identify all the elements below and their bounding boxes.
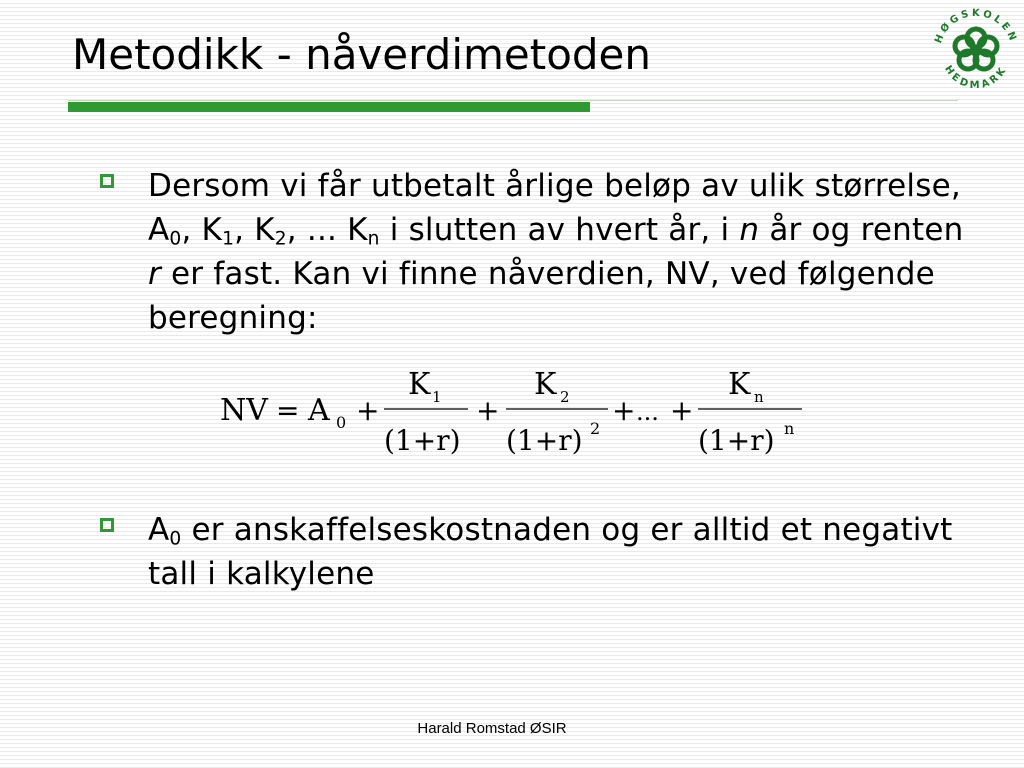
formula-a0: A	[308, 393, 330, 428]
term1-numerator: K	[408, 367, 431, 402]
logo-top-text: HØGSKOLEN	[933, 7, 1019, 45]
termn-exponent: n	[784, 419, 795, 438]
title-divider-thin	[68, 100, 958, 101]
footer-author: Harald Romstad ØSIR	[417, 720, 567, 737]
logo-bottom-text: HEDMARK	[942, 63, 1010, 92]
term2-numerator-sub: 2	[560, 388, 570, 406]
formula-a0-sub: 0	[336, 413, 347, 432]
npv-formula	[218, 364, 818, 464]
termn-numerator: K	[728, 367, 751, 402]
bullet-text-1: Dersom vi får utbetalt årlige beløp av ulik størrelse, $A_0$, $K_1$, $K_2$, ... $K_n$ i slutten av hvert år, i n år og renten r er fast. Kan vi finne nåverdien, NV, ved følgende beregning:	[148, 168, 964, 336]
slide-title: Metodikk - nåverdimetoden	[72, 30, 652, 79]
term1-denominator: (1+r)	[384, 424, 461, 457]
formula-plus: +	[476, 394, 500, 427]
formula-lhs: NV	[220, 393, 268, 428]
title-divider-accent	[68, 102, 590, 112]
formula-equals: =	[276, 394, 300, 427]
formula-plus: +	[670, 394, 694, 427]
square-bullet-icon	[100, 518, 114, 532]
bullet-item-1	[100, 164, 980, 340]
bullet-text-2: $A_0$ er anskaffelseskostnaden og er alltid et negativt tall i kalkylene	[148, 512, 953, 592]
term1-numerator-sub: 1	[432, 388, 442, 406]
square-bullet-icon	[100, 174, 114, 188]
termn-denominator: (1+r)	[698, 424, 775, 457]
bullet-item-2	[100, 508, 980, 596]
formula-ellipsis: ...	[636, 398, 659, 426]
logo	[926, 2, 1024, 102]
formula-plus: +	[356, 394, 380, 427]
term2-denominator: (1+r)	[506, 424, 583, 457]
term2-numerator: K	[534, 367, 557, 402]
term2-exponent: 2	[590, 419, 601, 438]
knot-emblem-icon	[926, 2, 1024, 102]
formula-plus: +	[612, 394, 636, 427]
termn-numerator-sub: n	[754, 388, 764, 406]
svg-text:HØGSKOLEN	[933, 8, 1019, 45]
